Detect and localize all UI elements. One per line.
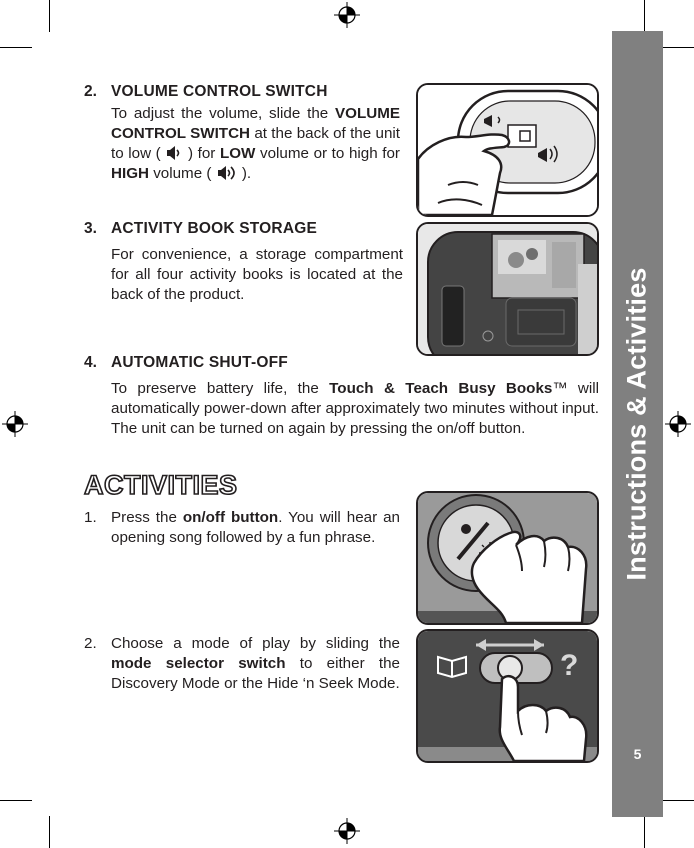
crop-mark-bottom-right-v — [644, 816, 645, 848]
text-run: to either the Discovery Mode or the Hide ‘n Seek Mode. — [111, 655, 400, 692]
crop-mark-top-right-v — [644, 0, 645, 32]
text-run: volume ( — [148, 165, 216, 182]
crop-mark-bottom-right-h — [662, 800, 694, 801]
text-run: Press the — [111, 509, 183, 526]
bold-term: mode selector switch — [111, 655, 286, 672]
section-number: 4. — [84, 354, 97, 371]
text-run: To adjust the volume, slide the — [111, 105, 336, 122]
text-run: ™ will automatically power-down after approximately two minutes without input. The unit can be turned on again by pressing the on/off button. — [111, 380, 600, 437]
step-number: 1. — [84, 509, 97, 526]
high-volume-icon — [216, 165, 238, 182]
step-1-text — [111, 508, 400, 548]
text-run: volume or to high for — [255, 145, 400, 162]
section-number: 3. — [84, 220, 97, 237]
bold-term: on/off button — [182, 509, 279, 526]
bold-term: LOW — [219, 145, 256, 162]
registration-mark-bottom — [334, 818, 360, 844]
crop-mark-top-left-v — [49, 0, 50, 32]
registration-mark-right — [665, 411, 691, 437]
sidebar-title: Instructions & Activities — [621, 267, 652, 581]
crop-mark-bottom-left-h — [0, 800, 32, 801]
hide-seek-mode-icon: ? — [560, 649, 579, 682]
text-run: . You will hear an opening song followed by a fun phrase. — [111, 509, 401, 546]
section-body-volume — [111, 104, 400, 184]
bold-term: Touch & Teach Busy Books — [329, 380, 553, 397]
text-run: at the back of the unit to low ( — [111, 125, 400, 162]
step-2-text — [111, 634, 400, 694]
crop-mark-top-right-h — [662, 47, 694, 48]
low-volume-icon — [165, 145, 183, 162]
activities-heading: ACTIVITIES — [84, 470, 238, 500]
section-body-storage — [111, 245, 403, 305]
text-run: For convenience, a storage compartment for all four activity books is located at the back of the product. — [111, 246, 403, 303]
text-run: ). — [237, 165, 252, 182]
section-body-shutoff — [111, 379, 599, 439]
section-heading-storage: ACTIVITY BOOK STORAGE — [111, 220, 318, 237]
crop-mark-top-left-h — [0, 47, 32, 48]
registration-mark-top — [334, 2, 360, 28]
text-run: Choose a mode of play by sliding the — [111, 635, 400, 652]
text-run: ) for — [183, 145, 220, 162]
bold-term: HIGH — [111, 165, 149, 182]
bold-term: VOLUME CONTROL SWITCH — [111, 105, 400, 142]
section-heading-shutoff: AUTOMATIC SHUT-OFF — [111, 354, 288, 371]
section-heading-volume: VOLUME CONTROL SWITCH — [111, 83, 328, 100]
volume-switch-illustration — [416, 83, 599, 217]
step-number: 2. — [84, 635, 97, 652]
text-run: To preserve battery life, the — [111, 380, 330, 397]
page-number: 5 — [633, 746, 642, 762]
registration-mark-left — [2, 411, 28, 437]
section-number: 2. — [84, 83, 97, 100]
crop-mark-bottom-left-v — [49, 816, 50, 848]
mode-selector-illustration — [416, 629, 599, 763]
on-off-button-illustration — [416, 491, 599, 625]
book-storage-illustration — [416, 222, 599, 356]
